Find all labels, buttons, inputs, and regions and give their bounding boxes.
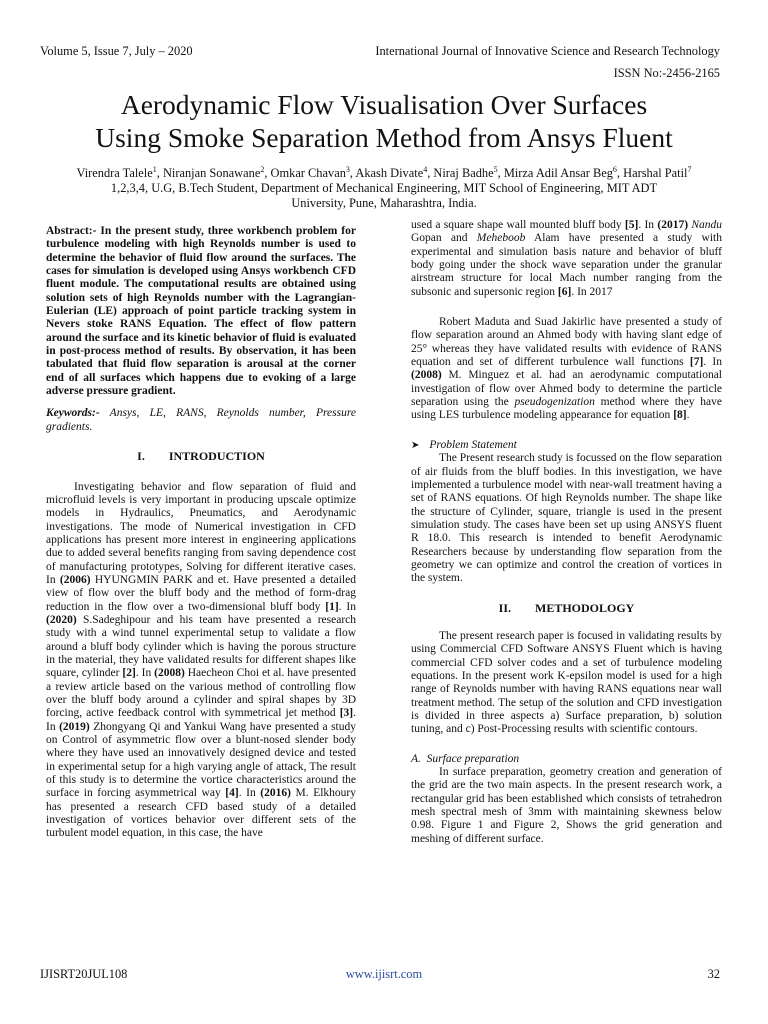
affiliation-line-1: 1,2,3,4, U.G, B.Tech Student, Department of Mechanical Engineering, MIT School of Engineering, MIT ADT (110, 181, 658, 195)
bold-run: [6] (557, 285, 572, 298)
text-run: . In (638, 219, 658, 231)
problem-statement-title: Problem Statement (429, 438, 517, 451)
keywords-text: Ansys, LE, RANS, Reynolds number, Pressure gradients. (46, 407, 356, 433)
text-run: used a square shape wall mounted bluff body (411, 219, 625, 231)
left-column (46, 225, 356, 841)
text-run: Robert Maduta and Suad Jakirlic have presented a study of flow separation around an Ahmed body with having slant edge of 25° whereas they have validated results with evidence of RANS equation and set of different turbulence wall functions (411, 316, 722, 369)
bold-run: (2016) (260, 787, 291, 800)
problem-statement-heading (411, 439, 722, 452)
text-run: . In (46, 707, 356, 733)
author-affiliation-mark: 4 (423, 164, 428, 174)
author-affiliation-mark: 1 (152, 164, 157, 174)
bold-run: (2017) (657, 219, 689, 231)
text-run: . In (338, 600, 356, 613)
author-affiliation-mark: 3 (345, 164, 350, 174)
bold-run: (2019) (59, 720, 90, 733)
title-line-1: Aerodynamic Flow Visualisation Over Surfaces (120, 89, 648, 120)
text-run: . In (238, 787, 261, 800)
title-line-2: Using Smoke Separation Method from Ansys Fluent (95, 122, 673, 153)
text-run: . In (703, 356, 722, 369)
bold-run: (2006) (59, 573, 91, 586)
intro-heading: I. INTRODUCTION (137, 449, 265, 464)
text-run: Gopan and (411, 232, 477, 245)
bold-run: [7] (689, 356, 704, 369)
text-run: . In (135, 667, 155, 680)
bold-run: (2008) (154, 667, 185, 680)
text-run: M. Minguez et al. had an aerodynamic computational investigation of flow over Ahmed body to determine the particle separation using the (411, 369, 722, 409)
abstract-text: In the present study, three workbench problem for turbulence modeling with high Reynolds number is used to determine the behavior of fluid flow around the surfaces. The cases for simulation is developed using Ansys workbench CFD fluent module. The computational results are obtained using solution sets of high Reynolds number with the Lagrangian-Eulerian (LE) approach of point particle tracking system in Nevers stoke RANS Equation. The effect of flow pattern around the surface and its kinetic behavior of fluid is evaluated in post-process method of results. By observation, it has been tabulated that fluid flow separation is arousal at the corner end of all surfaces which happens due to evoking of a large adverse pressure gradient. (46, 225, 356, 398)
text-run: S.Sadeghipour and his team have presented a research study with a wind tunnel experimental setup to validate a flow around a bluff body cylinder which is having the porous structure in the material, they have validated results for different shapes like square, cylinder (46, 613, 356, 680)
arrow-bullet-icon: ➤ (411, 439, 420, 451)
header-issn: ISSN No:-2456-2165 (613, 66, 720, 80)
text-run: . (686, 409, 690, 422)
right-column (411, 219, 722, 846)
abstract (46, 225, 356, 398)
author-affiliation-mark: 5 (493, 164, 498, 174)
bold-run: [2] (122, 667, 136, 680)
author-list: Virendra Talele$^1$, Niranjan Sonawane$^2$, Omkar Chavan$^3$, Akash Divate$^4$, Niraj Badhe$^5$, Mirza Adil Ansar Beg$^6$, Harshal Patil$^7$ (76, 164, 692, 180)
header-volume: Volume 5, Issue 7, July – 2020 (40, 44, 193, 58)
bold-run: [8] (673, 409, 687, 422)
bold-run: [3] (339, 707, 354, 720)
intro-paragraph (46, 481, 356, 841)
text-run: M. Elkhoury has presented a research CFD based study of a detailed investigation of vortices behavior over different sets of the turbulent model equation, in this case, the have (46, 787, 356, 840)
author-affiliation-mark: 7 (687, 164, 692, 174)
author-name: Niranjan Sonawane (162, 166, 261, 180)
author-name: Akash Divate (355, 166, 424, 180)
methodology-paragraph: The present research paper is focused in validating results by using Commercial CFD Software ANSYS Fluent which is having commercial CFD solver codes and a set of turbulence modeling equations. In the present work K-epsilon model is used for a high range of Reynolds number with having RANS equations near wall treatment method. The setup of the solution and CFD investigation is divided in three aspects a) Surface preparation, b) solution tuning, and c) Post-Processing results with scientific contours. (411, 629, 722, 736)
keywords-label: Keywords:- (46, 407, 100, 420)
paper-title (0, 88, 768, 154)
surface-preparation-heading: A. Surface preparation (411, 752, 520, 765)
problem-statement-paragraph: The Present research study is focussed on the flow separation of air fluids from the bluff bodies. In this investigation, we have implemented a turbulence model with near-wall treatment having a set of RANS equations. Of high Reynolds number. The shape like the structure of Cylinder, square, triangle is used in the present simulation study. The cases have been set up using ANSYS fluent R 18.0. This research is intended to benefit Aerodynamic Researchers because by understanding flow separation from the geometry we can optimize and control the creation of vortices in the system. (411, 452, 722, 585)
footer-page-number: 32 (707, 967, 720, 981)
author-affiliation-mark: 2 (260, 164, 265, 174)
text-run: Investigating behavior and flow separation of fluid and microfluid levels is very important in producing upscale optimize models in Hydraulics, Pneumatics, and Aerodynamic investigations. The mode of Numerical investigation in CFD applications has present more interest in engineering applications due to added several benefits ranging from saving dependence cost of manufacturing prototypes, Solving for different iterative cases. In (46, 480, 356, 586)
author-name: Harshal Patil (623, 166, 688, 180)
text-run: method where they have using LES turbulence modeling appearance for equation (411, 396, 722, 422)
author-name: Niraj Badhe (433, 166, 494, 180)
footer-website-link[interactable]: www.ijisrt.com (345, 967, 423, 981)
bold-run: (2020) (46, 613, 77, 626)
author-name: Mirza Adil Ansar Beg (503, 166, 613, 180)
text-run: Zhongyang Qi and Yankui Wang have presented a study on Control of asymmetric flow over a blunt-nosed slender body where they have used an innovatively designed device and tested in experimental setup for a high varying angle of attack, The result of this study is to determine the vortice characteristics around the surface in forcing asymmetrical way (46, 720, 356, 800)
literature-paragraph (411, 316, 722, 423)
methodology-heading: II. METHODOLOGY (498, 600, 635, 615)
text-run: Haecheon Choi et al. have presented a review article based on the various method of controlling flow over the bluff body around a cylinder and spiral shapes by 3D forcing, active feedback control with symmetrical jet method (46, 667, 356, 720)
text-run: HYUNGMIN PARK and et. Have presented a detailed view of flow over the bluff body and the method of form-drag reduction in the flow over a two-dimensional bluff body (46, 573, 356, 613)
abstract-label: Abstract:- (46, 225, 97, 237)
author-name: Virendra Talele (76, 166, 153, 180)
keywords (46, 407, 356, 434)
bold-run: [1] (325, 600, 339, 613)
italic-run: Meheboob (476, 232, 526, 245)
intro-paragraph-continued (411, 219, 722, 299)
italic-run: Nandu (691, 219, 722, 231)
bold-run: [5] (624, 219, 639, 231)
text-run: Alam have presented a study with experimental and simulation basis nature and behavior of bluff body going under the shock wave separation under the granular airstream structure for local Mach number ranging from the subsonic and supersonic region (411, 232, 723, 298)
affiliation-line-2: University, Pune, Maharashtra, India. (291, 195, 477, 210)
text-run: . In 2017 (571, 285, 613, 298)
bold-run: [4] (225, 787, 239, 800)
italic-run: pseudogenization (514, 396, 595, 409)
author-affiliation-mark: 6 (612, 164, 617, 174)
surface-preparation-paragraph: In surface preparation, geometry creation and generation of the grid are the two main aspects. In the present research work, a rectangular grid has been established which consists of tetrahedron mesh spectral mesh of 3mm with maintaining skewness below 0.98. Figure 1 and Figure 2, Shows the grid generation and meshing of different surface. (411, 766, 722, 845)
footer-article-id: IJISRT20JUL108 (40, 967, 128, 981)
header-journal: International Journal of Innovative Science and Research Technology (375, 44, 720, 58)
author-name: Omkar Chavan (270, 166, 346, 180)
bold-run: (2008) (411, 369, 442, 382)
